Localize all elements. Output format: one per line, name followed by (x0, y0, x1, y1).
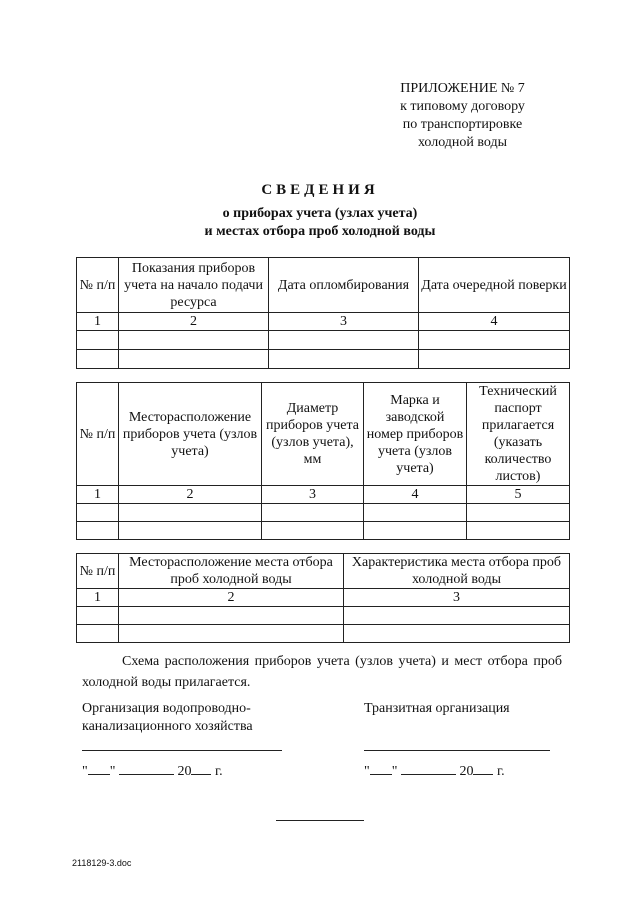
column-number-cell: 4 (364, 486, 467, 504)
quote-close: " (109, 764, 116, 779)
appendix-line: по транспортировке (402, 117, 523, 132)
table-row (77, 350, 570, 369)
document-title: СВЕДЕНИЯ (261, 182, 379, 198)
table-row (77, 625, 570, 643)
table-header-cell: Марка и заводской номер приборов учета (узлов учета) (364, 383, 467, 486)
column-number-cell: 3 (269, 313, 419, 331)
scheme-note: Схема расположения приборов учета (узлов учета) и мест отбора проб холодной воды прилагается. (82, 654, 562, 690)
table-header-cell: № п/п (77, 258, 119, 313)
appendix-line: к типовому договору (400, 99, 525, 114)
appendix-number: ПРИЛОЖЕНИЕ № 7 (400, 81, 525, 96)
table-header-cell: Дата опломбирования (269, 258, 419, 313)
year-suffix: г. (496, 764, 505, 779)
table-header-cell: Технический паспорт прилагается (указать количество листов) (467, 383, 570, 486)
left-signature-line[interactable] (82, 750, 282, 751)
table-header-cell: Месторасположение приборов учета (узлов учета) (119, 383, 262, 486)
file-name: 2118129-3.doc (72, 858, 132, 868)
year-blank[interactable] (191, 761, 211, 775)
table-header-cell: Диаметр приборов учета (узлов учета), мм (262, 383, 364, 486)
subtitle-line: о приборах учета (узлах учета) (222, 206, 418, 221)
right-signature-line[interactable] (364, 750, 550, 751)
appendix-header (380, 80, 545, 152)
year-suffix: г. (214, 764, 223, 779)
year-prefix: 20 (177, 764, 192, 779)
year-blank[interactable] (473, 761, 493, 775)
column-number-cell: 2 (119, 486, 262, 504)
quote-open: " (364, 764, 370, 779)
quote-close: " (391, 764, 398, 779)
right-date-field[interactable] (364, 761, 505, 780)
column-number-cell: 5 (467, 486, 570, 504)
column-number-cell: 3 (262, 486, 364, 504)
column-number-cell: 1 (77, 313, 119, 331)
day-blank[interactable] (88, 761, 110, 775)
sampling-points-table (76, 553, 570, 643)
table-header-cell: Дата очередной поверки (419, 258, 570, 313)
left-date-field[interactable] (82, 761, 223, 780)
table-row (77, 331, 570, 350)
month-blank[interactable] (119, 761, 174, 775)
table-row (77, 504, 570, 522)
table-header-cell: № п/п (77, 383, 119, 486)
table-header-cell: Месторасположение места отбора проб холодной воды (119, 554, 344, 589)
quote-open: " (82, 764, 88, 779)
table-row (77, 522, 570, 540)
water-utility-org-label: Организация водопроводно-канализационного хозяйства (82, 701, 253, 734)
subtitle-line: и местах отбора проб холодной воды (204, 224, 436, 239)
appendix-line: холодной воды (417, 135, 508, 150)
column-number-cell: 4 (419, 313, 570, 331)
column-number-cell: 2 (119, 589, 344, 607)
table-header-cell: Характеристика места отбора проб холодной воды (344, 554, 570, 589)
column-number-cell: 1 (77, 589, 119, 607)
table-header-cell: Показания приборов учета на начало подачи ресурса (119, 258, 269, 313)
end-divider (276, 820, 364, 821)
document-subtitle (0, 205, 640, 241)
month-blank[interactable] (401, 761, 456, 775)
column-number-cell: 2 (119, 313, 269, 331)
meter-locations-table (76, 382, 570, 540)
day-blank[interactable] (370, 761, 392, 775)
column-number-cell: 1 (77, 486, 119, 504)
column-number-cell: 3 (344, 589, 570, 607)
table-header-cell: № п/п (77, 554, 119, 589)
table-row (77, 607, 570, 625)
year-prefix: 20 (459, 764, 474, 779)
meter-readings-table (76, 257, 570, 369)
transit-org-label: Транзитная организация (364, 701, 510, 716)
